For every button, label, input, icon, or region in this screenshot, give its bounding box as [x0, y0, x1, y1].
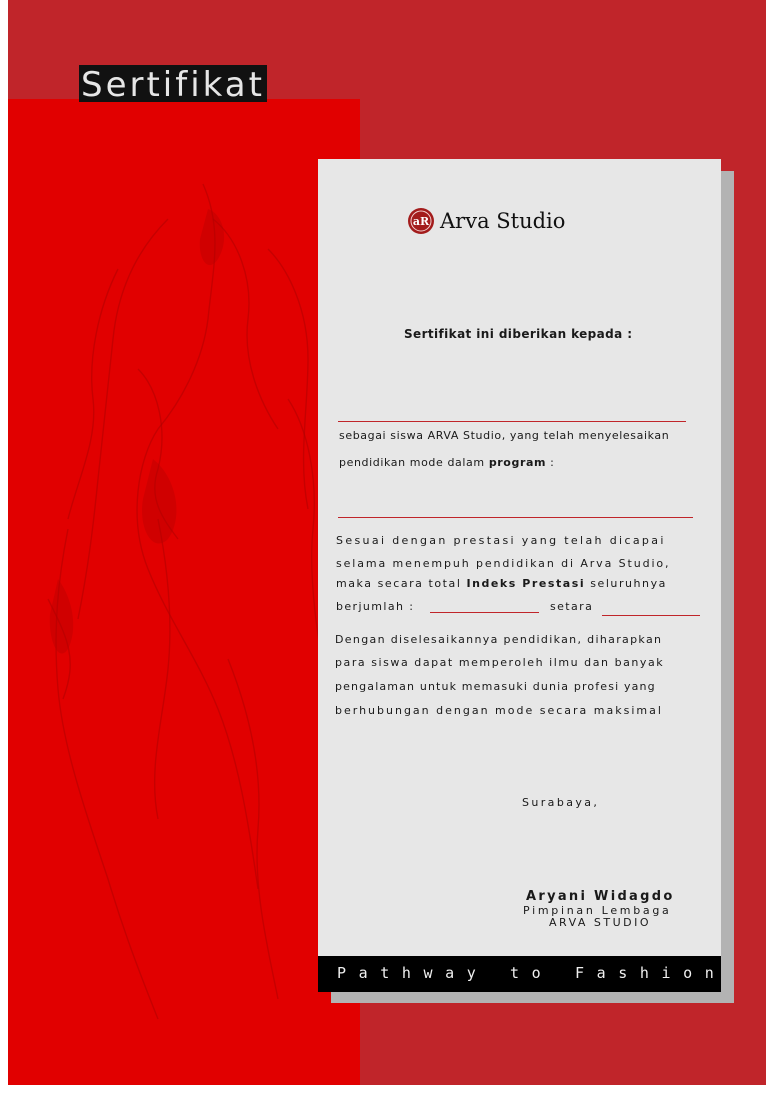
signatory-role: Pimpinan Lembaga [523, 904, 672, 917]
program-name-line [338, 517, 693, 518]
svg-text:aR: aR [412, 215, 430, 228]
closing-line-1: Dengan diselesaikannya pendidikan, diharapkan [335, 633, 663, 646]
score-line [430, 612, 539, 613]
achievement-line-2: selama menempuh pendidikan di Arva Studio, [336, 557, 671, 570]
signature-place: Surabaya, [522, 796, 600, 809]
recipient-name-line [338, 421, 686, 422]
achievement-line-1: Sesuai dengan prestasi yang telah dicapai [336, 534, 666, 547]
certificate-card [318, 159, 727, 992]
signatory-name: Aryani Widagdo [526, 889, 675, 904]
achievement-line-3: maka secara total Indeks Prestasi seluruhnya [336, 577, 667, 590]
signatory-organization: ARVA STUDIO [549, 916, 652, 929]
fashion-sketch-panel [8, 99, 360, 1085]
certificate-title: Sertifikat [81, 65, 265, 105]
fashion-sketch-illustration [8, 99, 360, 1085]
arva-logo-icon [407, 207, 435, 235]
body-line-2: pendidikan mode dalam program : [339, 456, 555, 469]
body-line-1: sebagai siswa ARVA Studio, yang telah menyelesaikan [339, 429, 670, 442]
closing-line-4: berhubungan dengan mode secara maksimal [335, 704, 663, 717]
score-label: berjumlah : [336, 600, 415, 613]
arva-studio-logo [407, 206, 565, 236]
footer-tagline: Pathway to Fashion [337, 964, 727, 982]
awarded-to-heading: Sertifikat ini diberikan kepada : [404, 327, 633, 341]
closing-line-2: para siswa dapat memperoleh ilmu dan banyak [335, 656, 665, 669]
equivalent-line [602, 615, 700, 616]
closing-line-3: pengalaman untuk memasuki dunia profesi yang [335, 680, 656, 693]
brand-name: Arva Studio [440, 209, 566, 233]
equivalent-label: setara [550, 600, 594, 613]
